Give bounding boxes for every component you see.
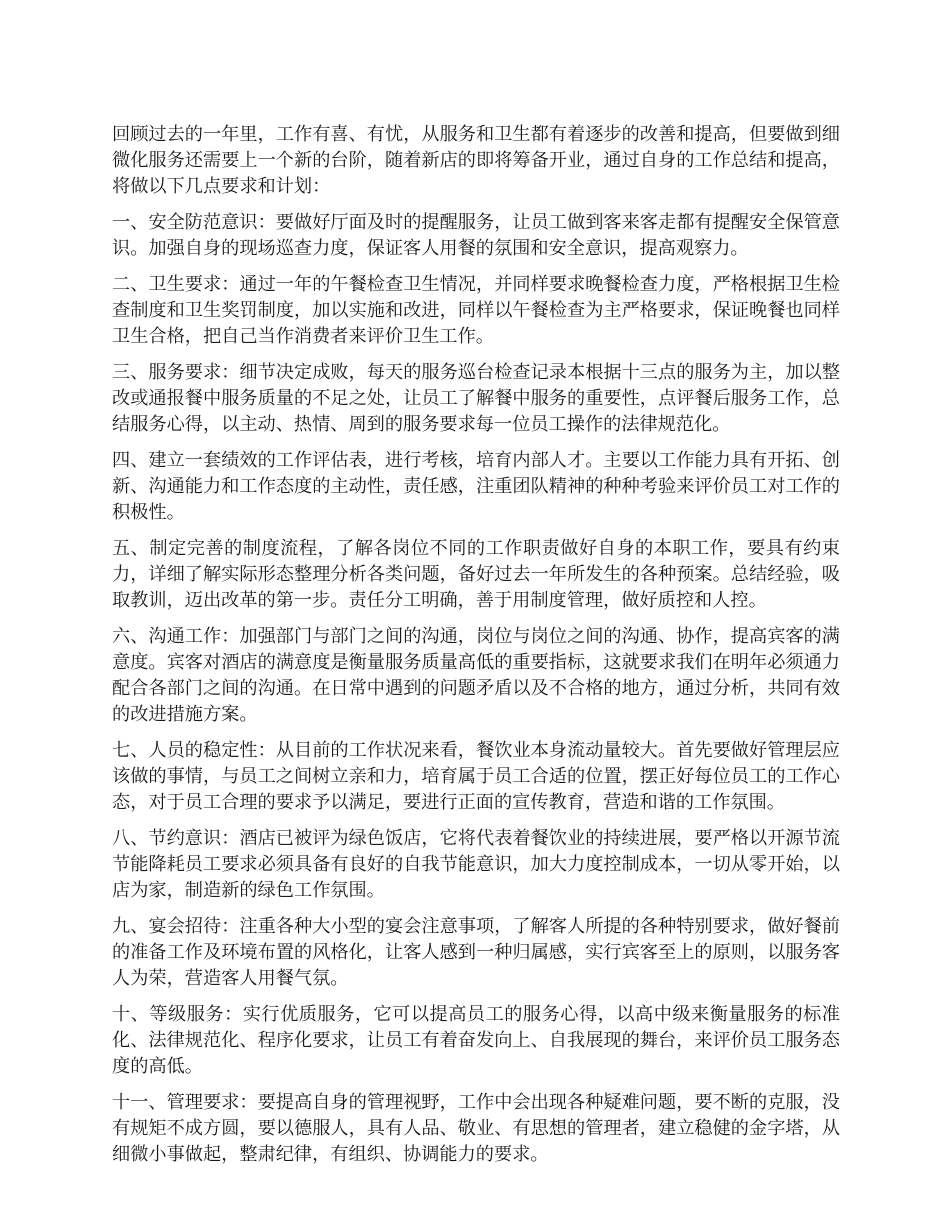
item-2-hygiene-paragraph: 二、卫生要求：通过一年的午餐检查卫生情况，并同样要求晚餐检查力度，严格根据卫生检查制度和卫生奖罚制度，加以实施和改进，同样以午餐检查为主严格要求，保证晚餐也同样卫生合格，把自己当作消费者来评价卫生工作。: [112, 274, 840, 347]
document-body: [112, 122, 840, 1178]
item-8-saving-paragraph: 八、节约意识：酒店已被评为绿色饭店，它将代表着餐饮业的持续进展，要严格以开源节流节能降耗员工要求必须具备有良好的自我节能意识，加大力度控制成本，一切从零开始，以店为家，制造新的绿色工作氛围。: [112, 828, 840, 901]
item-4-evaluation-paragraph: 四、建立一套绩效的工作评估表，进行考核，培育内部人才。主要以工作能力具有开拓、创新、沟通能力和工作态度的主动性，责任感，注重团队精神的种种考验来评价员工对工作的积极性。: [112, 450, 840, 523]
item-9-banquet-paragraph: 九、宴会招待：注重各种大小型的宴会注意事项，了解客人所提的各种特别要求，做好餐前的准备工作及环境布置的风格化，让客人感到一种归属感，实行宾客至上的原则，以服务客人为荣，营造客人用餐气氛。: [112, 916, 840, 989]
item-11-management-paragraph: 十一、管理要求：要提高自身的管理视野，工作中会出现各种疑难问题，要不断的克服，没有规矩不成方圆，要以德服人，具有人品、敬业、有思想的管理者，建立稳健的金字塔，从细微小事做起，整肃纪律，有组织、协调能力的要求。: [112, 1092, 840, 1165]
intro-paragraph: 回顾过去的一年里，工作有喜、有忧，从服务和卫生都有着逐步的改善和提高，但要做到细微化服务还需要上一个新的台阶，随着新店的即将筹备开业，通过自身的工作总结和提高，将做以下几点要求和计划：: [112, 124, 840, 197]
item-7-staff-stability-paragraph: 七、人员的稳定性：从目前的工作状况来看，餐饮业本身流动量较大。首先要做好管理层应该做的事情，与员工之间树立亲和力，培育属于员工合适的位置，摆正好每位员工的工作心态，对于员工合理的要求予以满足，要进行正面的宣传教育，营造和谐的工作氛围。: [112, 740, 840, 813]
item-5-process-paragraph: 五、制定完善的制度流程，了解各岗位不同的工作职责做好自身的本职工作，要具有约束力，详细了解实际形态整理分析各类问题，备好过去一年所发生的各种预案。总结经验，吸取教训，迈出改革的第一步。责任分工明确，善于用制度管理，做好质控和人控。: [112, 538, 840, 611]
item-10-grade-service-paragraph: 十、等级服务：实行优质服务，它可以提高员工的服务心得，以高中级来衡量服务的标准化、法律规范化、程序化要求，让员工有着奋发向上、自我展现的舞台，来评价员工服务态度的高低。: [112, 1004, 840, 1077]
item-6-communication-paragraph: 六、沟通工作：加强部门与部门之间的沟通，岗位与岗位之间的沟通、协作，提高宾客的满意度。宾客对酒店的满意度是衡量服务质量高低的重要指标，这就要求我们在明年必须通力配合各部门之间的沟通。在日常中遇到的问题矛盾以及不合格的地方，通过分析，共同有效的改进措施方案。: [112, 626, 840, 725]
item-1-safety-paragraph: 一、安全防范意识：要做好厅面及时的提醒服务，让员工做到客来客走都有提醒安全保管意识。加强自身的现场巡查力度，保证客人用餐的氛围和安全意识，提高观察力。: [112, 212, 840, 259]
item-3-service-paragraph: 三、服务要求：细节决定成败，每天的服务巡台检查记录本根据十三点的服务为主，加以整改或通报餐中服务质量的不足之处，让员工了解餐中服务的重要性，点评餐后服务工作，总结服务心得，以主动、热情、周到的服务要求每一位员工操作的法律规范化。: [112, 362, 840, 435]
